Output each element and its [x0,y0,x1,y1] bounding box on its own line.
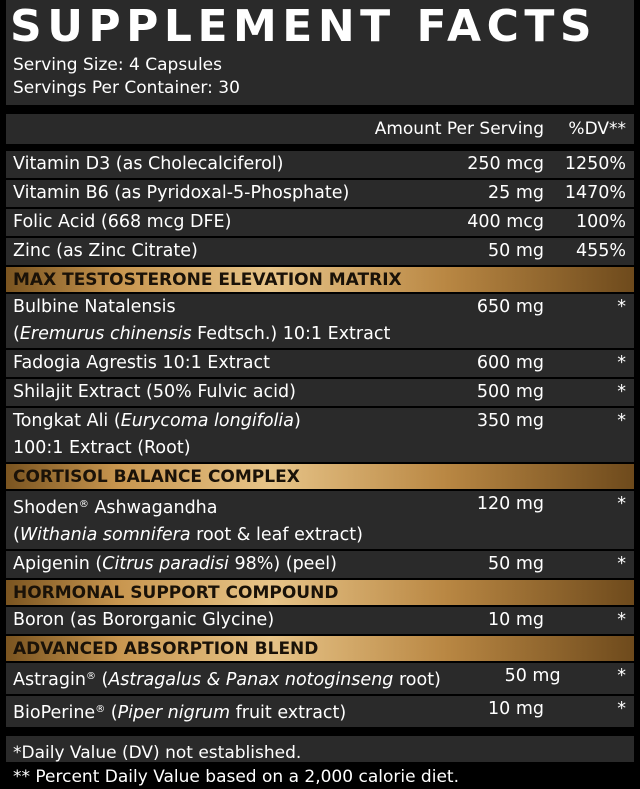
ingredient-amount: 650 mg [476,297,544,317]
latin-name: Eremurus chinensis [19,324,192,344]
paren: ) [294,411,301,431]
table-row [6,180,634,209]
ingredient-dv: * [617,411,626,431]
ingredient-name: Folic Acid (668 mcg DFE) [13,212,232,232]
paren: ( [13,525,20,545]
footnotes [6,729,634,789]
registered-mark: ® [95,704,106,715]
paren: ( [13,324,20,344]
footnote-dv-not-established: *Daily Value (DV) not established. [13,743,302,763]
ingredient-name: Zinc (as Zinc Citrate) [13,241,198,261]
ingredient-line: Astragin [13,670,86,690]
ingredient-line: root & leaf extract) [190,525,363,545]
table-row [6,379,634,408]
ingredient-dv: * [617,666,626,686]
table-row [6,491,634,551]
section-header-absorption: ADVANCED ABSORPTION BLEND [6,636,634,663]
ingredient-name: Fadogia Agrestis 10:1 Extract [13,353,270,373]
ingredient-dv: * [617,382,626,402]
ingredient-amount: 500 mg [476,382,544,402]
serving-size: Serving Size: 4 Capsules [13,55,222,75]
table-row [6,408,634,464]
paren: ( [95,670,109,690]
ingredient-amount: 10 mg [488,610,544,630]
latin-name: Astragalus & Panax notoginseng [108,670,394,690]
ingredient-dv: 1250% [564,154,626,174]
supplement-facts-panel [4,0,636,787]
section-header-cortisol: CORTISOL BALANCE COMPLEX [6,464,634,491]
ingredient-line: root) [393,670,441,690]
ingredient-amount: 400 mcg [467,212,544,232]
ingredient-line: Bulbine Natalensis [13,297,176,317]
ingredient-name [13,663,441,694]
ingredient-dv: * [617,494,626,514]
ingredient-line: Ashwagandha [88,498,218,518]
table-row [6,209,634,238]
ingredient-line: Tongkat Ali ( [13,411,121,431]
ingredient-name: Boron (as Bororganic Glycine) [13,610,275,630]
thick-divider [6,105,634,114]
table-row [6,607,634,636]
ingredient-line: 100:1 Extract (Root) [13,438,191,458]
paren: ( [105,703,118,723]
column-header [6,114,634,151]
latin-name: Piper nigrum [117,703,231,723]
section-header-testosterone: MAX TESTOSTERONE ELEVATION MATRIX [6,267,634,294]
latin-name: Withania somnifera [19,525,191,545]
registered-mark: ® [85,671,96,682]
ingredient-line: 98%) (peel) [228,554,337,574]
table-row [6,151,634,180]
ingredient-name [13,696,394,727]
table-row [6,294,634,350]
ingredient-amount: 250 mcg [467,154,544,174]
table-row [6,663,634,696]
ingredient-dv: 100% [575,212,626,232]
ingredient-dv: * [617,353,626,373]
table-row [6,696,634,729]
ingredient-name [13,294,394,348]
footnote-percent-dv: ** Percent Daily Value based on a 2,000 calorie diet. [13,767,459,787]
ingredient-amount: 50 mg [488,241,544,261]
ingredient-amount: 25 mg [488,183,544,203]
ingredient-dv: * [617,554,626,574]
ingredient-dv: 1470% [564,183,626,203]
panel-title: SUPPLEMENT FACTS [10,1,598,52]
servings-per-container: Servings Per Container: 30 [13,78,240,98]
ingredient-dv: * [617,610,626,630]
latin-name: Eurycoma longifolia [120,411,294,431]
ingredient-amount: 350 mg [476,411,544,431]
table-row [6,238,634,267]
ingredient-line: Shoden [13,498,79,518]
dv-header: %DV** [568,119,626,139]
ingredient-name [13,551,394,578]
ingredient-line: Apigenin ( [13,554,103,574]
ingredient-amount: 120 mg [476,494,544,514]
ingredient-line: fruit extract) [230,703,347,723]
section-header-hormonal: HORMONAL SUPPORT COMPOUND [6,580,634,607]
ingredient-name: Shilajit Extract (50% Fulvic acid) [13,382,296,402]
latin-name: Citrus paradisi [102,554,229,574]
amount-header: Amount Per Serving [374,119,544,139]
ingredient-name [13,491,394,549]
ingredient-name: Vitamin D3 (as Cholecalciferol) [13,154,284,174]
ingredient-amount: 50 mg [488,554,544,574]
ingredient-name: Vitamin B6 (as Pyridoxal-5-Phosphate) [13,183,350,203]
table-row [6,350,634,379]
ingredient-amount: 10 mg [488,699,544,719]
ingredient-line: BioPerine [13,703,96,723]
ingredient-dv: 455% [575,241,626,261]
ingredient-dv: * [617,297,626,317]
ingredient-name [13,408,394,462]
registered-mark: ® [78,499,89,510]
ingredient-amount: 600 mg [476,353,544,373]
table-row [6,551,634,580]
ingredient-amount: 50 mg [504,666,561,686]
ingredient-line: Fedtsch.) 10:1 Extract [191,324,391,344]
ingredient-dv: * [617,699,626,719]
